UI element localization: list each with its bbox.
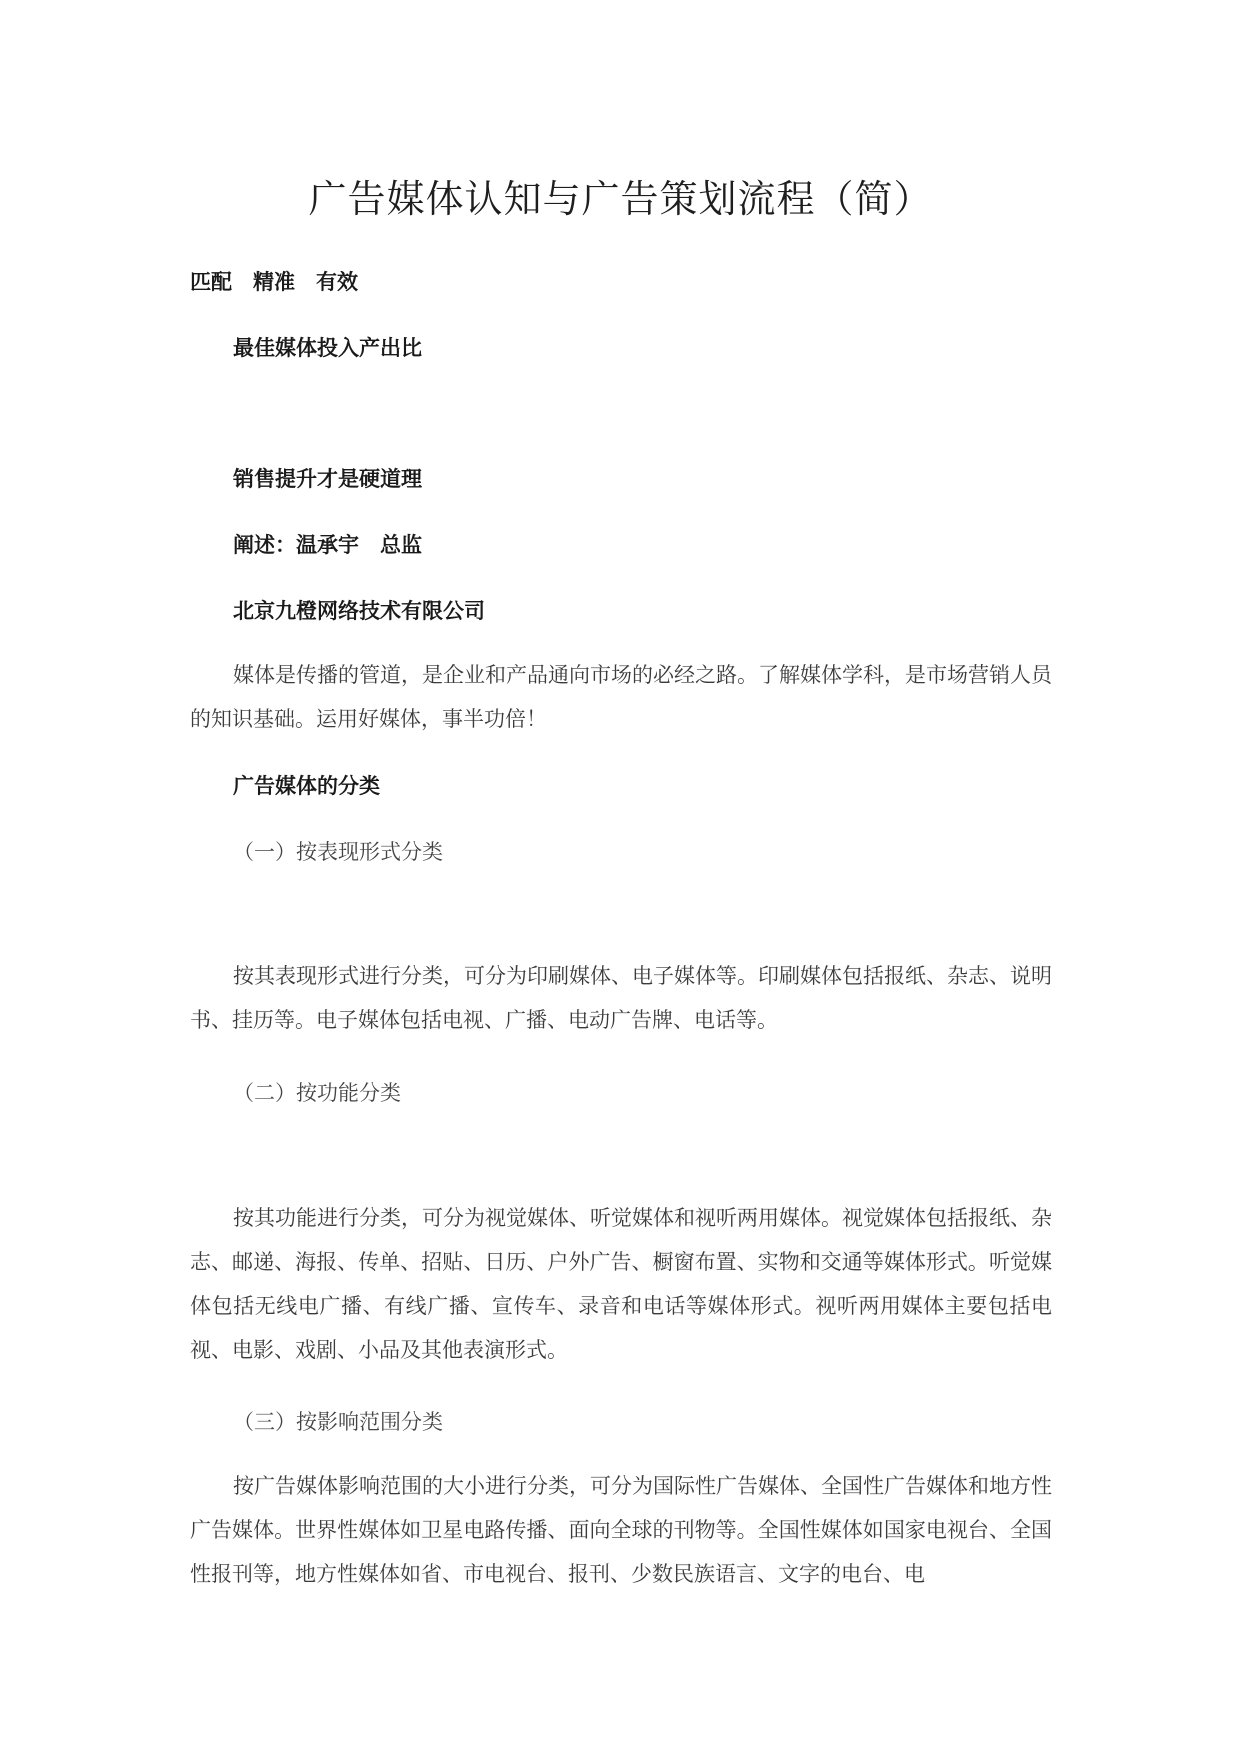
section-2-paragraph: 按其功能进行分类，可分为视觉媒体、听觉媒体和视听两用媒体。视觉媒体包括报纸、杂志、邮递、海报、传单、招贴、日历、户外广告、橱窗布置、实物和交通等媒体形式。听觉媒体包括无线电广播、有线广播、宣传车、录音和电话等媒体形式。视听两用媒体主要包括电视、电影、戏剧、小品及其他表演形式。 <box>190 1206 1052 1362</box>
tagline: 匹配 精准 有效 <box>190 269 358 294</box>
subtitle-best-ratio: 最佳媒体投入产出比 <box>233 335 422 360</box>
author-line: 阐述：温承宇 总监 <box>233 532 422 557</box>
document-title: 广告媒体认知与广告策划流程（简） <box>308 177 933 221</box>
section-3-heading: （三）按影响范围分类 <box>233 1410 443 1434</box>
section-heading: 广告媒体的分类 <box>233 773 380 798</box>
section-3-paragraph: 按广告媒体影响范围的大小进行分类，可分为国际性广告媒体、全国性广告媒体和地方性广告媒体。世界性媒体如卫星电路传播、面向全球的刊物等。全国性媒体如国家电视台、全国性报刊等，地方性媒体如省、市电视台、报刊、少数民族语言、文字的电台、电 <box>190 1474 1052 1586</box>
intro-paragraph: 媒体是传播的管道，是企业和产品通向市场的必经之路。了解媒体学科，是市场营销人员的知识基础。运用好媒体，事半功倍！ <box>190 663 1052 731</box>
section-2-heading: （二）按功能分类 <box>233 1081 401 1105</box>
section-1-paragraph: 按其表现形式进行分类，可分为印刷媒体、电子媒体等。印刷媒体包括报纸、杂志、说明书、挂历等。电子媒体包括电视、广播、电动广告牌、电话等。 <box>190 964 1052 1032</box>
company-name: 北京九橙网络技术有限公司 <box>233 598 485 623</box>
subtitle-sales: 销售提升才是硬道理 <box>233 466 422 491</box>
section-1-heading: （一）按表现形式分类 <box>233 840 443 864</box>
